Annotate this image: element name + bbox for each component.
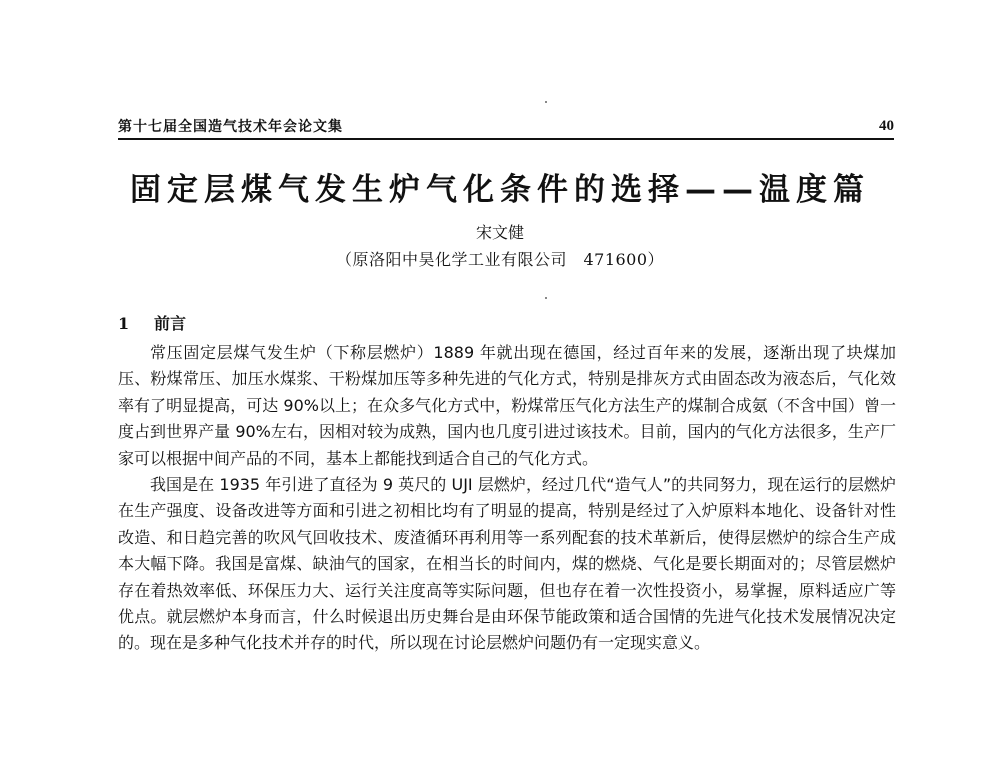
author-name: 宋文健	[475, 223, 524, 242]
section-heading	[118, 311, 186, 334]
body-text	[118, 340, 896, 657]
section-number: 1	[118, 314, 130, 333]
scan-speck	[545, 101, 547, 103]
running-header	[118, 116, 894, 140]
scan-speck	[545, 297, 547, 299]
paper-title: 固定层煤气发生炉气化条件的选择——温度篇	[130, 172, 870, 208]
section-title: 前言	[154, 314, 187, 333]
paragraph: 我国是在 1935 年引进了直径为 9 英尺的 UJI 层燃炉，经过几代“造气人”的共同努力，现在运行的层燃炉在生产强度、设备改进等方面和引进之初相比均有了明显的提高，特别是经过了入炉原料本地化、设备针对性改造、和日趋完善的吹风气回收技术、废渣循环再利用等一系列配套的技术革新后，使得层燃炉的综合生产成本大幅下降。我国是富煤、缺油气的国家，在相当长的时间内，煤的燃烧、气化是要长期面对的；尽管层燃炉存在着热效率低、环保压力大、运行关注度高等实际问题，但也存在着一次性投资小，易掌握，原料适应广等优点。就层燃炉本身而言，什么时候退出历史舞台是由环保节能政策和适合国情的先进气化技术发展情况决定的。现在是多种气化技术并存的时代，所以现在讨论层燃炉问题仍有一定现实意义。	[118, 475, 896, 653]
paragraph: 常压固定层煤气发生炉（下称层燃炉）1889 年就出现在德国，经过百年来的发展，逐渐出现了块煤加压、粉煤常压、加压水煤浆、干粉煤加压等多种先进的气化方式，特别是排灰方式由固态改为液态后，气化效率有了明显提高，可达 90%以上；在众多气化方式中，粉煤常压气化方法生产的煤制合成氨（不含中国）曾一度占到世界产量 90%左右，因相对较为成熟，国内也几度引进过该技术。目前，国内的气化方法很多，生产厂家可以根据中间产品的不同，基本上都能找到适合自己的气化方式。	[118, 343, 896, 468]
page-number: 40	[879, 118, 894, 134]
author-affiliation: （原洛阳中昊化学工业有限公司 471600）	[335, 250, 665, 269]
journal-name: 第十七届全国造气技术年会论文集	[118, 119, 343, 135]
